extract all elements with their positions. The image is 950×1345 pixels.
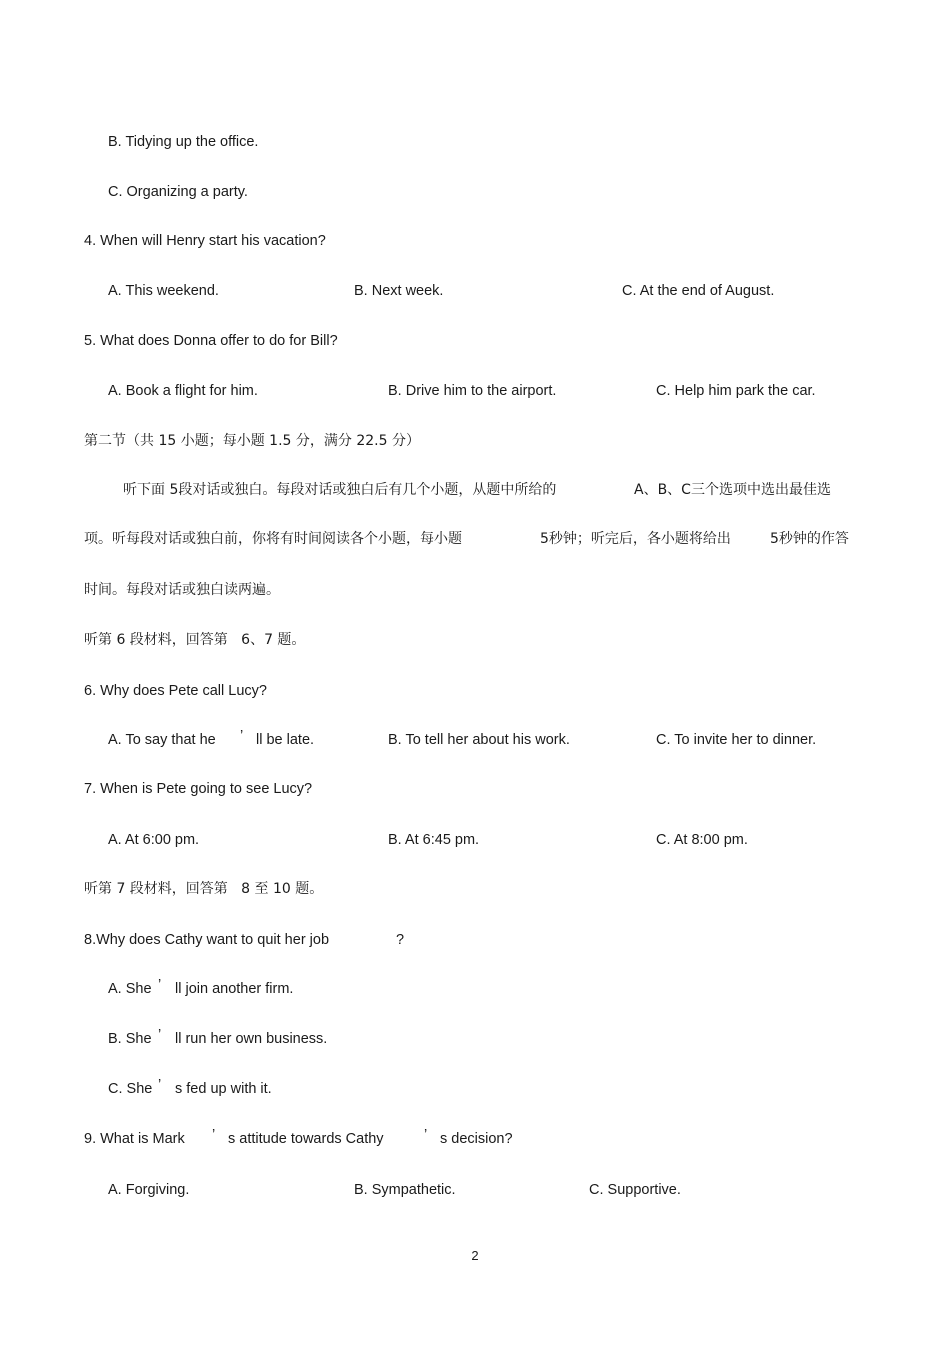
option-b-part-2: ll run her own business.: [175, 1031, 328, 1047]
question-stem-apostrophe-1: ’: [212, 1127, 216, 1143]
instructions-line-2a: 项。听每段对话或独白前，你将有时间阅读各个小题，每小题: [84, 531, 462, 547]
option-b-part-1: B. She: [108, 1031, 152, 1047]
option-c: C. Supportive.: [589, 1182, 681, 1198]
material-7-heading: 听第 7 段材料，回答第 8 至 10 题。: [84, 881, 324, 897]
instructions-line-2b: 5秒钟；听完后，各小题将给出: [540, 531, 731, 547]
option-a-apostrophe: ’: [240, 728, 244, 744]
option-a-part-1: A. To say that he: [108, 732, 216, 748]
option-a-part-1: A. She: [108, 981, 152, 997]
material-6-heading: 听第 6 段材料，回答第 6、7 题。: [84, 632, 306, 648]
question-stem-part-2: s attitude towards Cathy: [228, 1131, 384, 1147]
question-stem-part-1: 9. What is Mark: [84, 1131, 185, 1147]
option-a-part-2: ll join another firm.: [175, 981, 294, 997]
instructions-line-1a: 听下面 5段对话或独白。每段对话或独白后有几个小题，从题中所给的: [123, 482, 557, 498]
option-3b: B. Tidying up the office.: [108, 134, 259, 150]
option-3c: C. Organizing a party.: [108, 184, 248, 200]
question-stem: 4. When will Henry start his vacation?: [84, 233, 326, 249]
question-stem-apostrophe-2: ’: [424, 1127, 428, 1143]
option-a: A. Book a flight for him.: [108, 383, 258, 399]
question-stem: 6. Why does Pete call Lucy?: [84, 683, 267, 699]
option-b: B. Drive him to the airport.: [388, 383, 557, 399]
instructions-line-3: 时间。每段对话或独白读两遍。: [84, 582, 280, 598]
option-c-part-2: s fed up with it.: [175, 1081, 272, 1097]
question-stem-part-2: ?: [396, 932, 405, 948]
option-c-part-1: C. She: [108, 1081, 153, 1097]
question-stem: 5. What does Donna offer to do for Bill?: [84, 333, 338, 349]
option-c: C. At the end of August.: [622, 283, 775, 299]
option-c: C. Help him park the car.: [656, 383, 816, 399]
option-b: B. At 6:45 pm.: [388, 832, 480, 848]
option-c: C. At 8:00 pm.: [656, 832, 748, 848]
question-stem: 7. When is Pete going to see Lucy?: [84, 781, 313, 797]
option-b: B. To tell her about his work.: [388, 732, 570, 748]
option-a: A. This weekend.: [108, 283, 219, 299]
page-number: 2: [471, 1248, 479, 1263]
question-stem-part-3: s decision?: [440, 1131, 513, 1147]
option-a: A. Forgiving.: [108, 1182, 190, 1198]
instructions-line-2c: 5秒钟的作答: [770, 531, 849, 547]
option-a-apostrophe: ’: [158, 977, 162, 993]
option-a-part-2: ll be late.: [256, 732, 315, 748]
option-c: C. To invite her to dinner.: [656, 732, 817, 748]
option-a: A. At 6:00 pm.: [108, 832, 200, 848]
instructions-line-1b: A、B、C三个选项中选出最佳选: [634, 482, 831, 498]
option-b: B. Next week.: [354, 283, 444, 299]
question-stem-part-1: 8.Why does Cathy want to quit her job: [84, 932, 330, 948]
option-b-apostrophe: ’: [158, 1027, 162, 1043]
option-c-apostrophe: ’: [158, 1077, 162, 1093]
section-title: 第二节（共 15 小题；每小题 1.5 分，满分 22.5 分）: [84, 433, 420, 449]
option-b: B. Sympathetic.: [354, 1182, 456, 1198]
